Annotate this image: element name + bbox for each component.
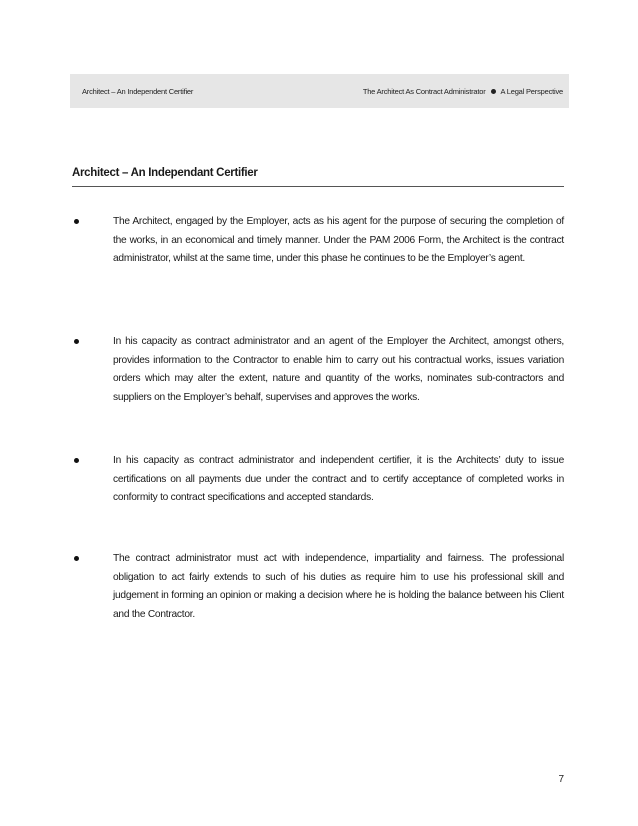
section-heading: Architect – An Independant Certifier [72,167,564,187]
bullet-paragraph: In his capacity as contract administrator and independent certifier, it is the Architects’ duty to issue certifications on all payments due under the contract and to certify acceptance of completed works in conformity to contract specifications and accepted standards. [113,455,564,504]
bullet-item-1 [72,213,564,269]
page-number: 7 [558,774,564,785]
bullet-item-3 [72,452,564,508]
bullet-item-2 [72,333,564,407]
bullet-paragraph: In his capacity as contract administrator and an agent of the Employer the Architect, amongst others, provides information to the Contractor to enable him to carry out his contractual works, issues variation orders which may alter the extent, nature and quantity of the works, nominates sub-contractors and suppliers on the Employer’s behalf, supervises and approves the works. [113,336,564,403]
bullet-dot-icon [74,219,79,224]
bullet-marker [72,550,113,624]
bullet-dot-icon [74,556,79,561]
header-right-title: The Architect As Contract Administrator [362,86,486,96]
bullet-dot-icon [74,458,79,463]
bullet-separator-icon [491,89,496,94]
header-right-subtitle: A Legal Perspective [500,86,563,96]
bullet-item-4 [72,550,564,624]
running-header [70,74,569,108]
bullet-marker [72,452,113,508]
bullet-paragraph: The Architect, engaged by the Employer, acts as his agent for the purpose of securing the completion of the works, in an economical and timely manner. Under the PAM 2006 Form, the Architect is the contract administrator, whilst at the same time, under this phase he continues to be the Employer’s agent. [113,216,564,265]
bullet-marker [72,213,113,269]
bullet-paragraph: The contract administrator must act with independence, impartiality and fairness. The professional obligation to act fairly extends to such of his duties as require him to use his professional skill and judgement in forming an opinion or making a decision where he is holding the balance between his Client and the Contractor. [113,553,564,620]
header-left-title: Architect – An Independent Certifier [82,86,194,96]
bullet-marker [72,333,113,407]
header-right-title-group [363,87,563,96]
bullet-dot-icon [74,339,79,344]
